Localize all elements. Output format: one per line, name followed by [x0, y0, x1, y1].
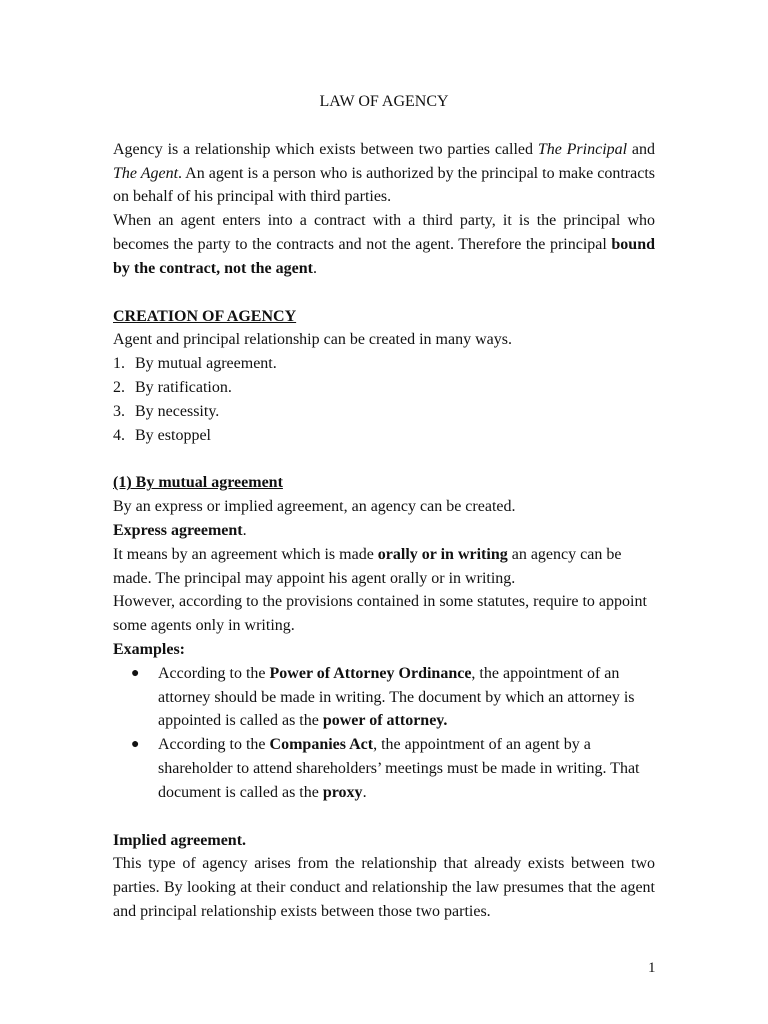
- creation-lead: Agent and principal relationship can be created in many ways.: [113, 331, 512, 349]
- bullet-icon: ●: [131, 737, 140, 753]
- examples-heading: Examples:: [113, 640, 185, 658]
- document-title: LAW OF AGENCY: [319, 93, 449, 110]
- mutual-agreement-lead: By an express or implied agreement, an agency can be created.: [113, 498, 516, 516]
- mutual-agreement-heading: (1) By mutual agreement: [113, 474, 283, 492]
- list-item: 4. By estoppel: [113, 426, 211, 444]
- intro-paragraph-2: When an agent enters into a contract with a third party, it is the principal who becomes the party to the contracts and not the agent. Therefore the principal bound by the contract, not the agent.: [113, 212, 655, 277]
- bullet-icon: ●: [131, 665, 140, 681]
- creation-heading: CREATION OF AGENCY: [113, 307, 297, 325]
- list-item: ● According to the Companies Act, the appointment of an agent by a shareholder to attend shareholders’ meetings must be made in writing. That document is called as the proxy.: [158, 733, 655, 804]
- spacer: [113, 447, 655, 471]
- implied-agreement-paragraph: This type of agency arises from the relationship that already exists between two parties. By looking at their conduct and relationship the law presumes that the agent and principal relationship exists between those two parties.: [113, 855, 655, 920]
- list-item: ● According to the Power of Attorney Ordinance, the appointment of an attorney should be made in writing. The document by which an attorney is appointed is called as the power of attorney.: [158, 662, 655, 733]
- express-agreement-paragraph: It means by an agreement which is made orally or in writing an agency can be made. The principal may appoint his agent orally or in writing.: [113, 545, 622, 587]
- creation-list: [113, 352, 655, 447]
- document-page: [113, 90, 655, 924]
- implied-agreement-heading: Implied agreement.: [113, 831, 247, 849]
- intro-paragraph-1: Agency is a relationship which exists between two parties called The Principal and The Agent. An agent is a person who is authorized by the principal to make contracts on behalf of his principal with third parties.: [113, 140, 656, 206]
- express-agreement-paragraph-2: However, according to the provisions contained in some statutes, require to appoint some agents only in writing.: [113, 593, 647, 635]
- express-agreement-heading: Express agreement.: [113, 521, 247, 539]
- list-item: 3. By necessity.: [113, 402, 220, 420]
- examples-list: [113, 662, 655, 805]
- page-number: 1: [648, 960, 656, 976]
- spacer: [113, 805, 655, 829]
- list-item: 1. By mutual agreement.: [113, 355, 277, 373]
- spacer: [113, 281, 655, 305]
- list-item: 2. By ratification.: [113, 378, 232, 396]
